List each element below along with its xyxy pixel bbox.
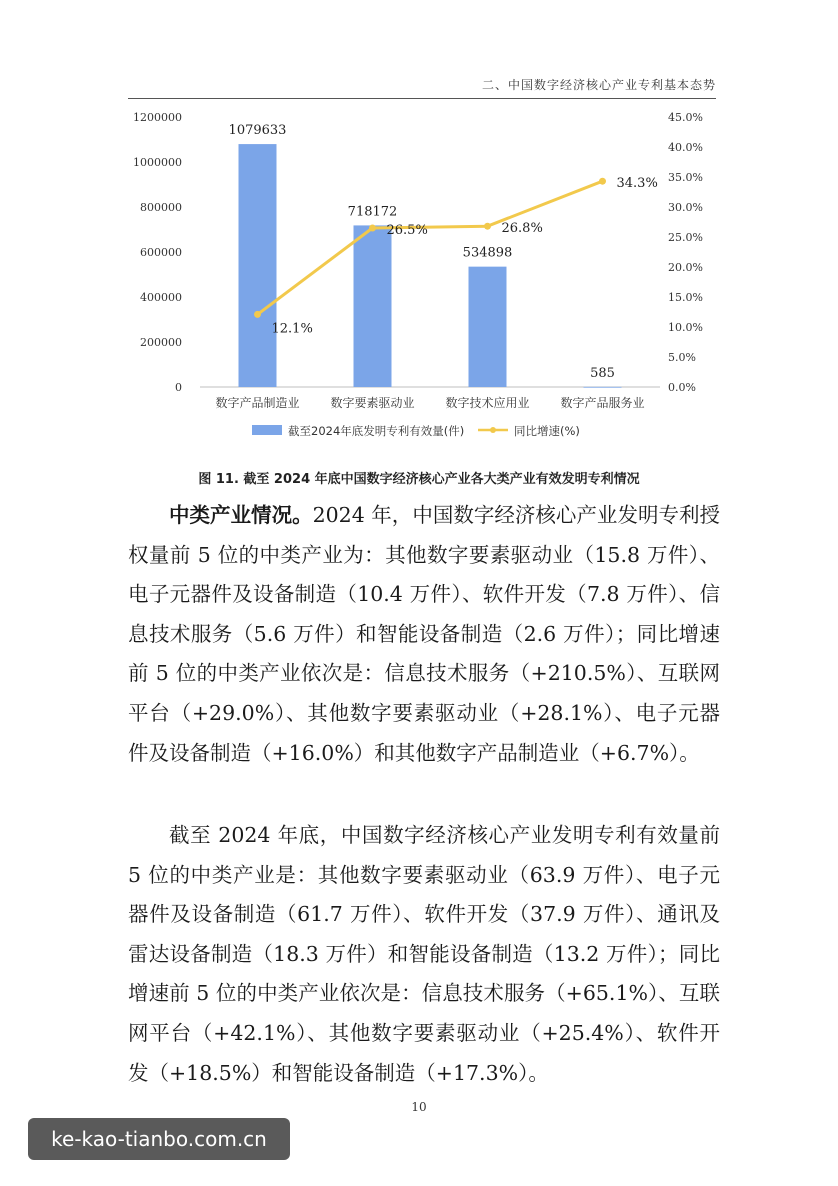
y-left-tick-label: 1200000: [133, 111, 182, 124]
growth-line: [258, 181, 603, 314]
legend-bar-label: 截至2024年底发明专利有效量(件): [288, 424, 465, 438]
y-right-tick-label: 20.0%: [668, 261, 703, 274]
y-left-tick-label: 200000: [140, 336, 182, 349]
x-category-label: 数字产品服务业: [560, 396, 645, 410]
y-right-tick-label: 25.0%: [668, 231, 703, 244]
bar: [239, 144, 277, 387]
paragraph-body: 2024 年，中国数字经济核心产业发明专利授权量前 5 位的中类产业为：其他数字要素驱动业（15.8 万件）、电子元器件及设备制造（10.4 万件）、软件开发（7.8 万件）、信息技术服务（5.6 万件）和智能设备制造（2.6 万件）；同比增速前 5 位的中类产业依次是：信息技术服务（+210.5%）、互联网平台（+29.0%）、其他数字要素驱动业（+28.1%）、电子元器件及设备制造（+16.0%）和其他数字产品制造业（+6.7%）。: [128, 503, 721, 765]
x-category-label: 数字技术应用业: [445, 396, 530, 410]
y-right-tick-label: 15.0%: [668, 291, 703, 304]
paragraph-mid-category: [128, 496, 720, 773]
growth-point: [254, 311, 261, 318]
bar: [584, 387, 622, 388]
x-category-label: 数字产品制造业: [215, 396, 300, 410]
bar-value-label: 718172: [347, 204, 398, 220]
growth-value-label: 34.3%: [616, 176, 658, 192]
x-category-label: 数字要素驱动业: [330, 396, 415, 410]
paragraph-lead: 中类产业情况。: [169, 503, 313, 527]
figure-caption: 图 11. 截至 2024 年底中国数字经济核心产业各大类产业有效发明专利情况: [198, 472, 640, 487]
y-right-tick-label: 30.0%: [668, 201, 703, 214]
chart-axes: [133, 111, 703, 410]
watermark-badge: ke-kao-tianbo.com.cn: [28, 1118, 290, 1160]
header-rule: [128, 98, 716, 99]
bar: [469, 267, 507, 387]
growth-value-label: 26.5%: [386, 223, 428, 238]
y-left-tick-label: 600000: [140, 246, 182, 259]
bar-value-label: 585: [590, 365, 615, 381]
chart-legend: [252, 424, 580, 438]
chart-line: [254, 178, 606, 318]
y-right-tick-label: 45.0%: [668, 111, 703, 124]
growth-point: [369, 225, 376, 232]
y-left-tick-label: 400000: [140, 291, 182, 304]
paragraph-valid-patents: 截至 2024 年底，中国数字经济核心产业发明专利有效量前 5 位的中类产业是：其他数字要素驱动业（63.9 万件）、电子元器件及设备制造（61.7 万件）、软件开发（37.9 万件）、通讯及雷达设备制造（18.3 万件）和智能设备制造（13.2 万件）；同比增速前 5 位的中类产业依次是：信息技术服务（+65.1%）、互联网平台（+42.1%）、其他数字要素驱动业（+25.4%）、软件开发（+18.5%）和智能设备制造（+17.3%）。: [128, 823, 720, 1085]
chart-labels: [229, 123, 658, 381]
growth-point: [484, 223, 491, 230]
y-left-tick-label: 800000: [140, 201, 182, 214]
y-left-tick-label: 0: [175, 381, 182, 394]
bar-value-label: 534898: [462, 245, 513, 261]
bar: [354, 225, 392, 387]
y-right-tick-label: 40.0%: [668, 141, 703, 154]
y-right-tick-label: 10.0%: [668, 321, 703, 334]
page-number: 10: [411, 1100, 427, 1114]
chart-bars: [239, 144, 622, 388]
growth-value-label: 12.1%: [271, 321, 313, 337]
growth-value-label: 26.8%: [501, 221, 543, 237]
legend-line-marker: [490, 427, 496, 433]
y-right-tick-label: 5.0%: [668, 351, 696, 364]
bar-value-label: 1079633: [228, 123, 287, 139]
running-header: 二、中国数字经济核心产业专利基本态势: [481, 78, 716, 92]
growth-point: [599, 178, 606, 185]
y-right-tick-label: 0.0%: [668, 381, 696, 394]
y-left-tick-label: 1000000: [133, 156, 182, 169]
legend-line-label: 同比增速(%): [514, 424, 580, 438]
patent-chart: [120, 104, 720, 452]
legend-bar-swatch: [252, 425, 282, 435]
y-right-tick-label: 35.0%: [668, 171, 703, 184]
